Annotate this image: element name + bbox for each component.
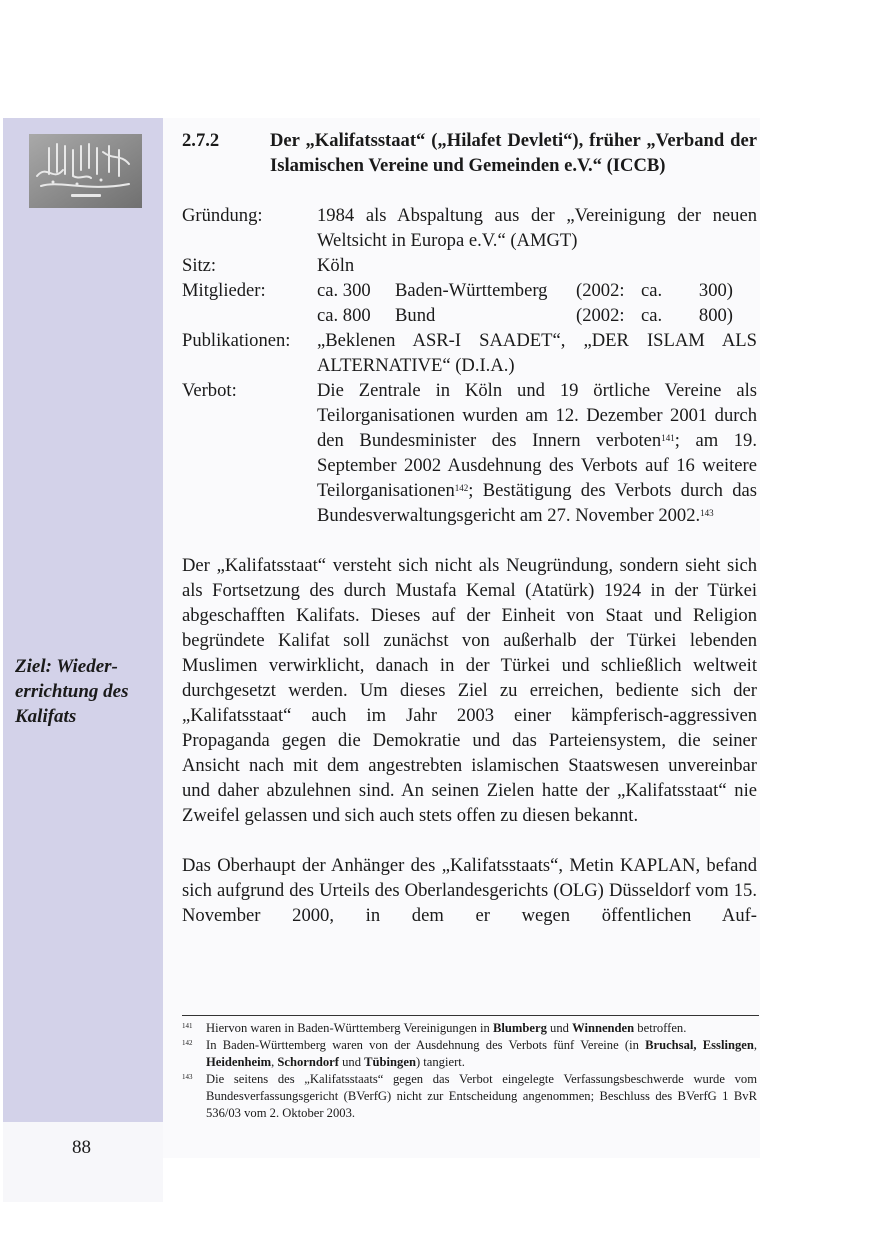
fact-sheet	[182, 203, 757, 528]
footnote-fragment: In Baden-Württemberg waren von der Ausdehnung des Verbots fünf Vereine (in	[206, 1038, 646, 1052]
footnote-ref[interactable]: 143	[700, 508, 714, 518]
footnote-fragment: ,	[753, 1038, 757, 1052]
members-prev-ca: ca.	[641, 280, 663, 301]
footnote-text	[206, 1020, 757, 1037]
footnote-fragment: Hiervon waren in Baden-Württemberg Vereinigungen in	[206, 1021, 494, 1035]
fact-label: Sitz:	[182, 255, 217, 276]
footnote-ref[interactable]: 142	[454, 483, 469, 493]
fact-publications	[182, 328, 757, 378]
fact-value: „Beklenen ASR-I SAADET“, „DER ISLAM ALS ALTERNATIVE“ (D.I.A.)	[317, 330, 757, 376]
fact-value: 1984 als Abspaltung aus der „Vereinigung der neuen Weltsicht in Europa e.V.“ (AMGT)	[317, 205, 757, 251]
ban-text: ; Bestätigung des Verbots durch das Bundesverwaltungsgericht am 27. November 2002.	[317, 480, 757, 526]
footnote-number: 143	[182, 1073, 193, 1081]
body-paragraph: Der „Kalifatsstaat“ versteht sich nicht als Neugründung, sondern sieht sich als Fortsetzung des durch Mustafa Kemal (Atatürk) 1924 in der Türkei abgeschafften Kalifats. Dieses auf der Einheit von Staat und Religion begründete Kalifat soll zunächst von außerhalb der Türkei lebenden Muslimen verwirklicht, danach in der Türkei und schließlich weltweit durchgesetzt werden. Um dieses Ziel zu erreichen, bediente sich der „Kalifatsstaat“ auch im Jahr 2003 einer kämpferisch-aggressiven Propaganda gegen die Demokratie und das Parteiensystem, die seiner Ansicht nach mit dem angestrebten islamischen Staatswesen unvereinbar und daher abzulehnen sind. An seinen Zielen hatte der „Kalifatsstaat“ nie Zweifel gelassen und sich auch stets offen zu diesen bekannt.	[182, 555, 757, 826]
fact-founding	[182, 203, 757, 253]
footnote-place: Bruchsal, Esslingen	[645, 1038, 754, 1052]
footnote-place: Schorndorf	[277, 1055, 339, 1069]
fact-label: Publikationen:	[182, 330, 291, 351]
body-paragraph: Das Oberhaupt der Anhänger des „Kalifatsstaats“, Metin KAPLAN, befand sich aufgrund des Urteils des Oberlandesgerichts (OLG) Düsseldorf vom 15. November 2000, in dem er wegen öffentlichen Auf-	[182, 855, 757, 926]
section-title: Der „Kalifatsstaat“ („Hilafet Devleti“), früher „Verband der Islamischen Vereine und Gemeinden e.V.“ (ICCB)	[270, 130, 757, 176]
fact-value: Köln	[317, 255, 355, 276]
footnote	[182, 1037, 757, 1071]
margin-note-line: Ziel: Wieder-	[15, 656, 118, 677]
footnote-fragment: und	[338, 1055, 365, 1069]
members-prev-ca: ca.	[641, 305, 663, 326]
fact-ban	[182, 378, 757, 528]
members-region: Baden-Württemberg	[395, 280, 548, 301]
main-content	[182, 128, 757, 928]
members-prev-year: (2002:	[576, 305, 625, 326]
margin-note-line: errichtung des	[15, 681, 129, 702]
members-prev-count: 300)	[698, 280, 733, 301]
footnote-place: Blumberg	[493, 1021, 547, 1035]
members-count: ca. 300	[317, 280, 371, 301]
sidebar-band	[3, 118, 163, 1122]
footnote-text: Die seitens des „Kalifatsstaats“ gegen das Verbot eingelegte Verfassungsbeschwerde wurde vom Bundesverfassungsgericht (BVerfG) nicht zur Entscheidung angenommen; Beschluss des BVerfG 1 BvR 536/03 vom 2. Oktober 2003.	[206, 1072, 757, 1120]
fact-value	[317, 378, 757, 528]
members-prev-count: 800)	[698, 305, 733, 326]
ban-text: ; am 19. September 2002 Ausdehnung des Verbots auf 16 weitere Teilorganisationen	[317, 430, 758, 501]
members-region: Bund	[395, 305, 436, 326]
footnote-divider	[182, 1015, 759, 1016]
footnote-fragment: ,	[271, 1055, 278, 1069]
footnote	[182, 1071, 757, 1122]
fact-label: Mitglieder:	[182, 280, 266, 301]
footnote	[182, 1020, 757, 1037]
page-number: 88	[72, 1137, 91, 1158]
footnote-number: 141	[182, 1022, 193, 1030]
members-table	[317, 278, 757, 328]
margin-note-line: Kalifats	[15, 706, 77, 727]
footnote-fragment: betroffen.	[634, 1021, 687, 1035]
sidebar-footer-band	[3, 1122, 163, 1202]
arabic-calligraphy-logo-icon	[29, 134, 142, 208]
footnotes	[182, 1020, 757, 1122]
footnote-place: Heidenheim	[206, 1055, 272, 1069]
members-prev-year: (2002:	[576, 280, 625, 301]
footnote-text	[206, 1037, 757, 1071]
footnote-place: Winnenden	[572, 1021, 635, 1035]
footnote-place: Tübingen	[364, 1055, 416, 1069]
footnote-ref[interactable]: 141	[661, 433, 675, 443]
margin-note	[15, 654, 155, 729]
members-row	[317, 303, 757, 328]
fact-label: Gründung:	[182, 205, 263, 226]
footnote-number: 142	[182, 1039, 193, 1047]
members-count: ca. 800	[317, 305, 371, 326]
footnote-fragment: ) tangiert.	[415, 1055, 465, 1069]
section-heading	[182, 128, 757, 178]
fact-label: Verbot:	[182, 380, 237, 401]
fact-members	[182, 278, 757, 328]
ban-text: Die Zentrale in Köln und 19 örtliche Vereine als Teilorganisationen wurden am 12. Dezember 2001 durch den Bundesminister des Innern verboten	[317, 380, 757, 451]
section-number: 2.7.2	[182, 130, 220, 151]
footnote-fragment: und	[546, 1021, 573, 1035]
members-row	[317, 278, 757, 303]
fact-seat	[182, 253, 757, 278]
